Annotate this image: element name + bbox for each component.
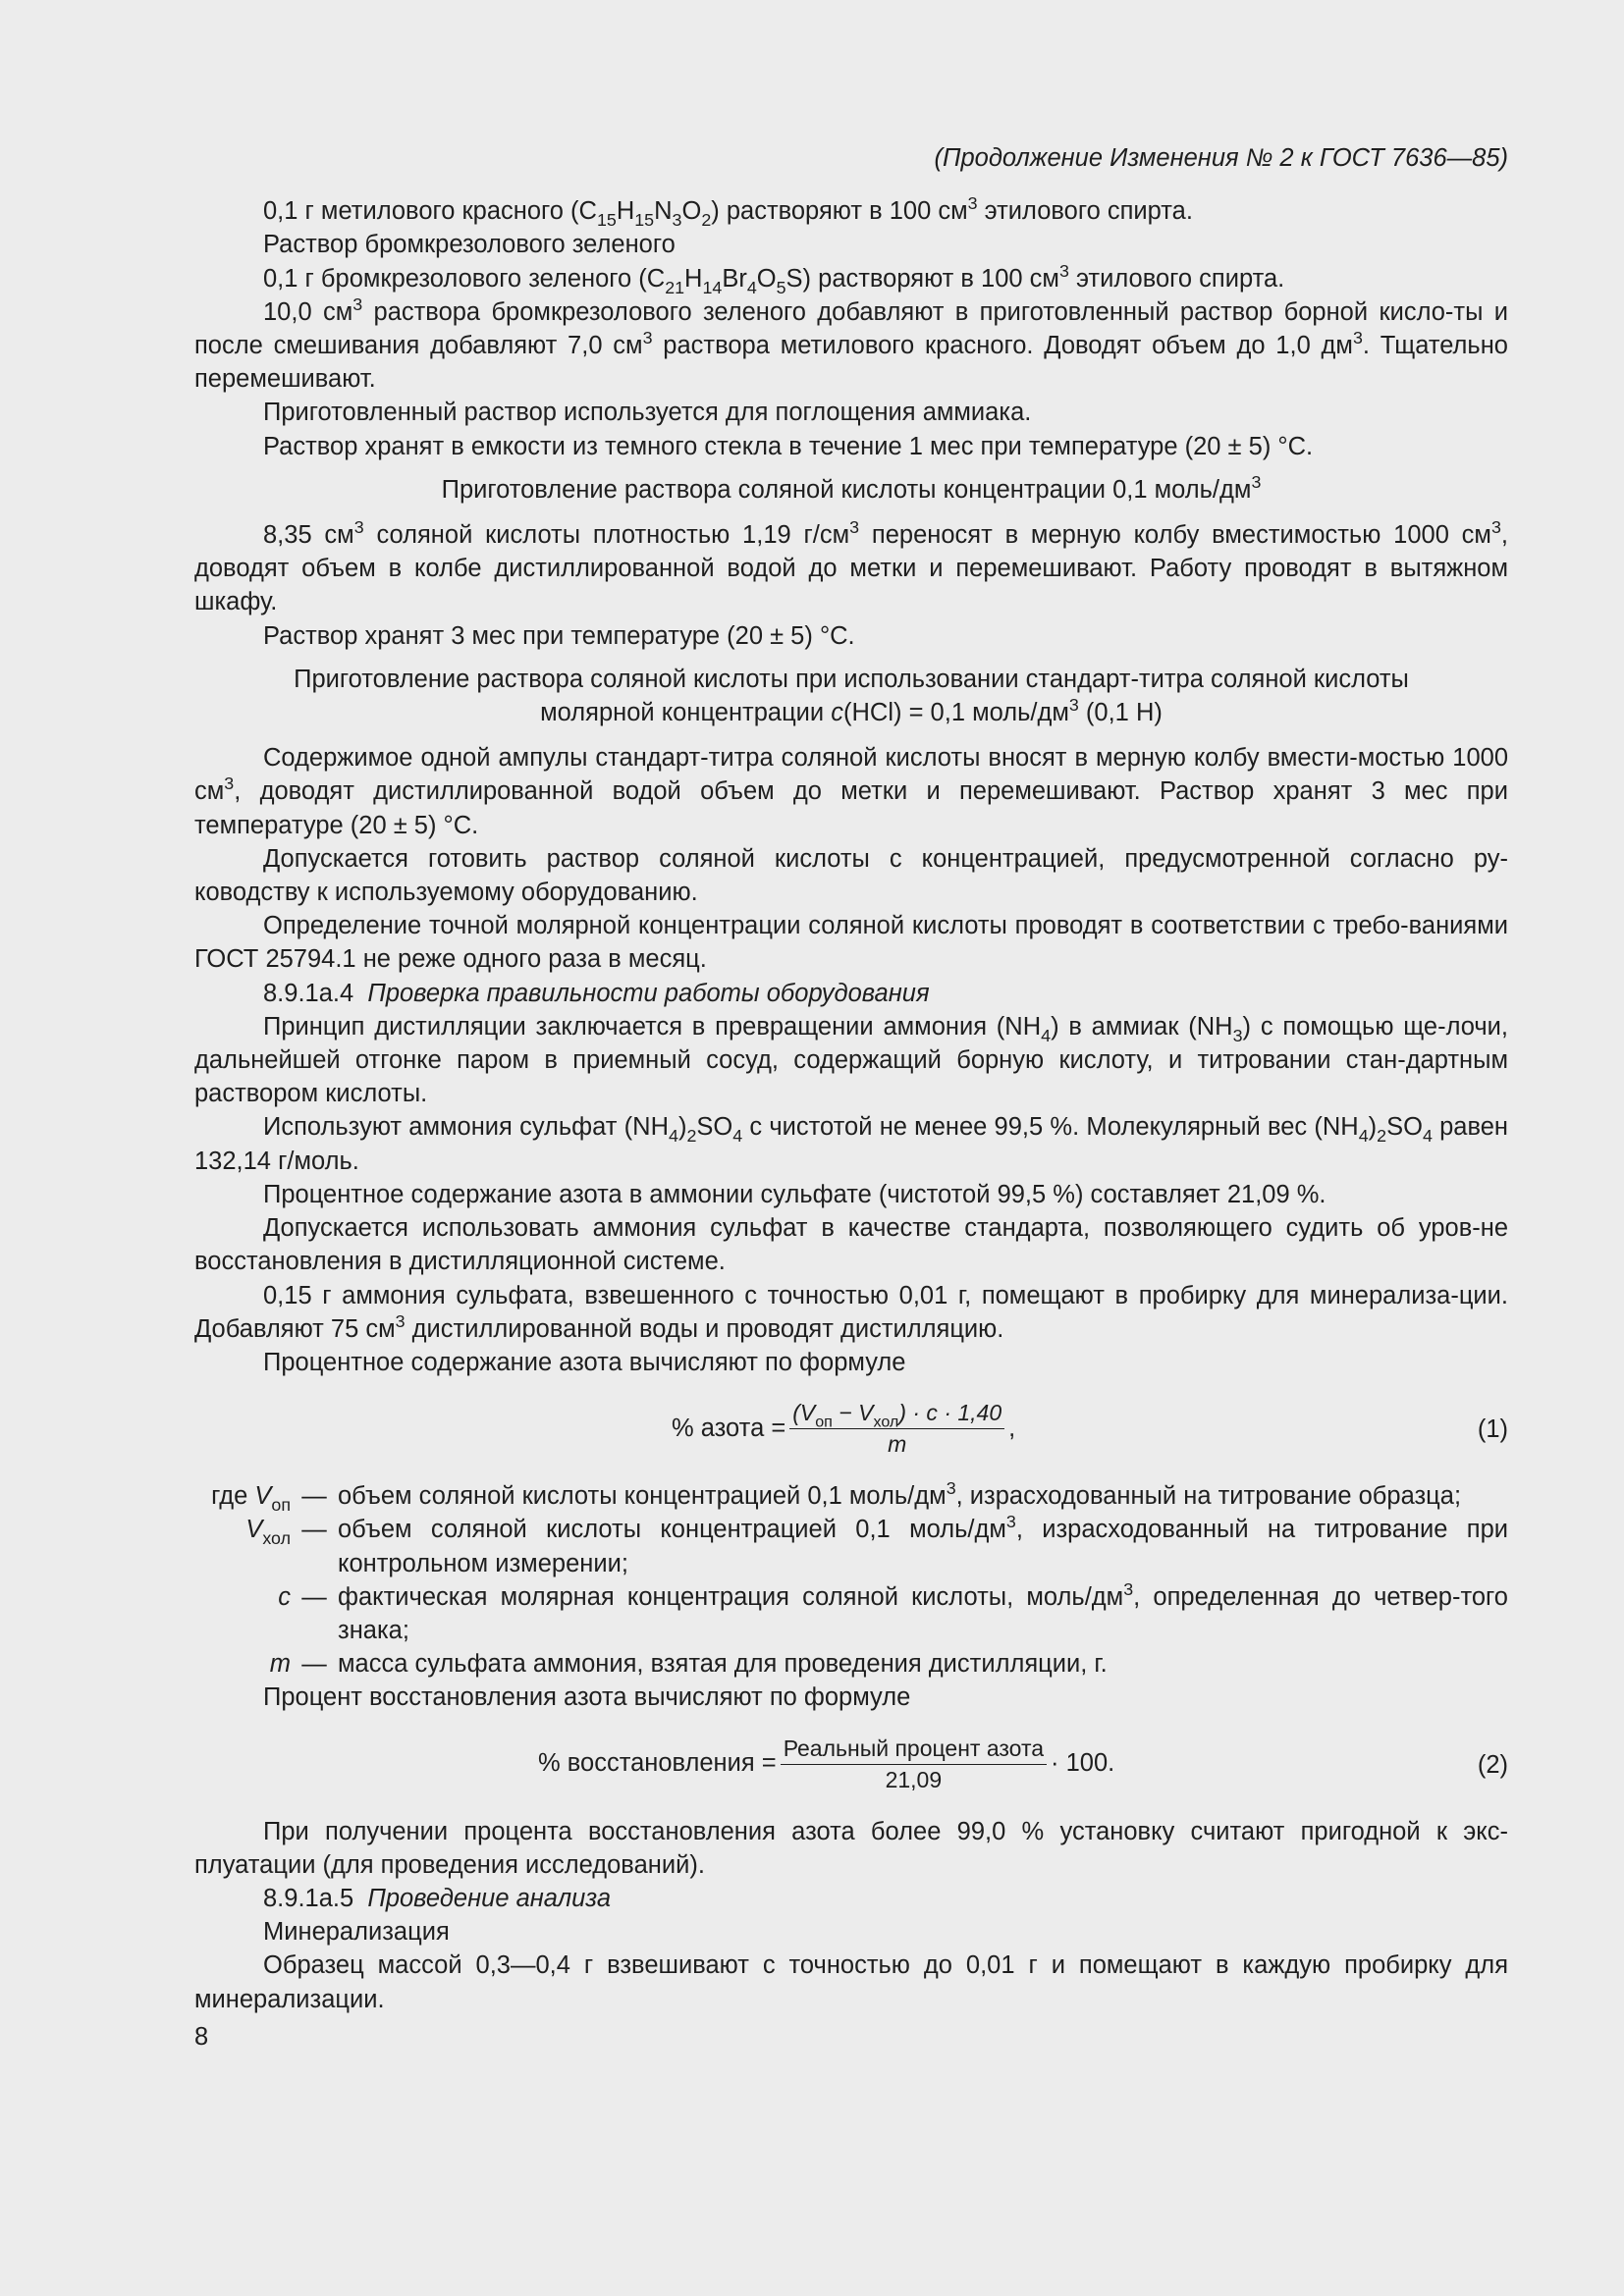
- heading-hcl-preparation: Приготовление раствора соляной кислоты концентрации 0,1 моль/$дм^3$: [441, 472, 1262, 504]
- page-content: [194, 141, 1508, 2054]
- paragraph-storage-2: Раствор хранят 3 мес при температуре (20 ± 5) °С.: [263, 621, 855, 650]
- page-number: 8: [194, 2022, 209, 2051]
- paragraph-mineralization-title: Минерализация: [263, 1918, 450, 1947]
- paragraph-methyl-red: 0,1 г метилового красного $(C_{15}H_{15}N_3O_2)$ растворяют в 100 $см^3$ этилового спирта.: [263, 193, 1193, 231]
- paragraph-alternative-concentration: Допускается готовить раствор соляной кислоты с концентрацией, предусмотренной согласно ру-ководству к используемому оборудованию.: [194, 844, 1508, 907]
- paragraph-sample-weighing: 0,15 г аммония сульфата, взвешенного с точностью 0,01 г, помещают в пробирку для минерализа-ции. Добавляют 75 $см^3$ дистиллированной воды и проводят дистилляцию.: [194, 1281, 1508, 1343]
- section-8-9-1a-4: 8.9.1а.4 Проверка правильности работы оборудования: [263, 979, 930, 1007]
- legend-list: [194, 1479, 1508, 1681]
- legend-item: $V_{хол}$ — объем соляной кислоты концентрацией 0,1 моль/$дм^3$, израсходованный на титрование при контрольном измерении;: [245, 1512, 1509, 1577]
- paragraph-ammonia-absorption: Приготовленный раствор используется для поглощения аммиака.: [263, 399, 1032, 427]
- paragraph-bromocresol-title: Раствор бромкрезолового зеленого: [263, 231, 676, 259]
- paragraph-recovery-criterion: При получении процента восстановления азота более 99,0 % установку считают пригодной к экс-плуатации (для проведения исследований).: [194, 1817, 1508, 1879]
- equation-number-1: (1): [1477, 1415, 1508, 1444]
- legend-item: c — фактическая молярная концентрация соляной кислоты, моль/$дм^3$, определенная до четвер-того знака;: [278, 1578, 1508, 1644]
- formula-1-fraction: $\frac{(V_{оп} - V_{хол}) \cdot c \cdot 1,40}{m}$: [789, 1398, 1004, 1459]
- paragraph-bromocresol: 0,1 г бромкрезолового зеленого $(C_{21}H_{14}Br_4O_5S)$ растворяют в 100 $см^3$ этилового спирта.: [263, 260, 1285, 297]
- formula-2-body: % восстановления = $\frac{\text{Реальный процент азота}}{21,09}$ · 100.: [538, 1735, 1115, 1792]
- section-8-9-1a-5: 8.9.1а.5 Проведение анализа: [263, 1884, 612, 1912]
- paragraph-nitrogen-content: Процентное содержание азота в аммонии сульфате (чистотой 99,5 %) составляет 21,09 %.: [263, 1180, 1326, 1208]
- paragraph-distillation-principle: Принцип дистилляции заключается в превращении аммония $(NH_4)$ в аммиак $(NH_3)$ с помощью ще-лочи, дальнейшей отгонке паром в приемный сосуд, содержащий борную кислоту, и титровании стан-дартным раствором кислоты.: [194, 1012, 1508, 1108]
- paragraph-formula-intro-1: Процентное содержание азота вычисляют по формуле: [263, 1348, 906, 1376]
- paragraph-ampoule: Содержимое одной ампулы стандарт-титра соляной кислоты вносят в мерную колбу вмести-мостью 1000 $см^3$, доводят дистиллированной водой объем до метки и перемешивают. Раствор хранят 3 мес при температуре (20 ± 5) °С.: [194, 744, 1508, 839]
- formula-1: [194, 1393, 1508, 1471]
- formula-1-body: % азота = $\frac{(V_{оп} - V_{хол}) \cdot c \cdot 1,40}{m}$ ,: [672, 1400, 1016, 1458]
- paragraph-standard-use: Допускается использовать аммония сульфат в качестве стандарта, позволяющего судить об уров-не восстановления в дистилляционной системе.: [194, 1214, 1508, 1276]
- formula-2: [194, 1729, 1508, 1807]
- paragraph-formula-intro-2: Процент восстановления азота вычисляют по формуле: [263, 1683, 911, 1712]
- legend-item: где $V_{оп}$ — объем соляной кислоты концентрацией 0,1 моль/$дм^3$, израсходованный на титрование образца;: [211, 1478, 1462, 1516]
- running-header: (Продолжение Изменения № 2 к ГОСТ 7636—85): [934, 144, 1508, 172]
- paragraph-mineralization: Образец массой 0,3—0,4 г взвешивают с точностью до 0,01 г и помещают в каждую пробирку для минерализации.: [194, 1951, 1508, 2013]
- paragraph-concentration-check: Определение точной молярной концентрации соляной кислоты проводят в соответствии с требо-ваниями ГОСТ 25794.1 не реже одного раза в месяц.: [194, 912, 1508, 974]
- formula-2-fraction: $\frac{\text{Реальный процент азота}}{21,09}$: [781, 1734, 1047, 1794]
- paragraph-ammonium-sulfate: Используют аммония сульфат $(NH_4)_2SO_4$ с чистотой не менее 99,5 %. Молекулярный вес $(NH_4)_2SO_4$ равен 132,14 г/моль.: [194, 1113, 1508, 1175]
- paragraph-hcl-dilution: 8,35 $см^3$ соляной кислоты плотностью 1,19 $г/см^3$ переносят в мерную колбу вместимостью 1000 $см^3$, доводят объем в колбе дистиллированной водой до метки и перемешивают. Работу проводят в вытяжном шкафу.: [194, 517, 1508, 616]
- heading-standard-titre: Приготовление раствора соляной кислоты при использовании стандарт-титра соляной кислоты молярной концентрации c(HCl) = 0,1 моль/$дм^3$ (0,1 Н): [294, 665, 1409, 727]
- paragraph-storage-1: Раствор хранят в емкости из темного стекла в течение 1 мес при температуре (20 ± 5) °С.: [263, 432, 1314, 460]
- legend-item: m — масса сульфата аммония, взятая для проведения дистилляции, г.: [269, 1650, 1108, 1679]
- equation-number-2: (2): [1477, 1750, 1508, 1779]
- paragraph-mixing: 10,0 $см^3$ раствора бромкрезолового зеленого добавляют в приготовленный раствор борной кисло-ты и после смешивания добавляют 7,0 $см^3$ раствора метилового красного. Доводят объем до 1,0 $дм^3$. Тщательно перемешивают.: [194, 294, 1509, 394]
